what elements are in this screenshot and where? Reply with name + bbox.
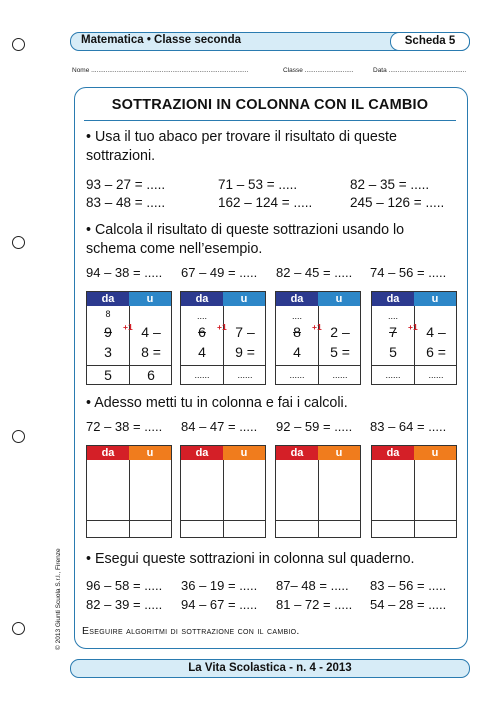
header-u: u (414, 446, 456, 460)
result-units: ...... (237, 370, 253, 380)
new-tens: .... (387, 311, 398, 321)
section3-instruction: • Adesso metti tu in colonna e fai i calcoli. (86, 395, 348, 411)
header-da: da (276, 446, 318, 460)
tens-mid: 5 (389, 344, 397, 360)
punch-hole (12, 622, 25, 635)
subject-label: Matematica • Classe seconda (81, 34, 241, 46)
punch-hole (12, 430, 25, 443)
crossed-tens: 8 (293, 324, 301, 340)
header-u: u (129, 292, 171, 306)
operation: 67 – 49 = ..... (181, 265, 258, 280)
empty-column-grid (275, 445, 361, 538)
section1-instruction: • Usa il tuo abaco per trovare il risultato di queste sottrazioni. (86, 129, 397, 164)
operation: 82 – 45 = ..... (276, 265, 353, 280)
date-field: Data ........................................... (373, 67, 467, 74)
result-tens: 5 (104, 367, 112, 383)
operation: 82 – 35 = ..... (350, 177, 430, 192)
operation: 36 – 19 = ..... (181, 578, 258, 593)
operation: 92 – 59 = ..... (276, 419, 353, 434)
column-grid (275, 291, 361, 385)
header-u: u (223, 446, 265, 460)
learning-objective: Eseguire algoritmi di sottrazione con il cambio. (82, 625, 300, 637)
units-mid: 9 = (235, 344, 255, 360)
units-top: 4 – (141, 324, 161, 340)
operation: 84 – 47 = ..... (181, 419, 258, 434)
column-grid (180, 291, 266, 385)
operation: 162 – 124 = ..... (218, 195, 313, 210)
empty-column-grid (371, 445, 457, 538)
result-units: 6 (147, 367, 155, 383)
operation: 96 – 58 = ..... (86, 578, 163, 593)
header-u: u (318, 446, 360, 460)
header-da: da (87, 446, 129, 460)
operation: 54 – 28 = ..... (370, 597, 447, 612)
operation: 74 – 56 = ..... (370, 265, 447, 280)
footer-bar: La Vita Scolastica - n. 4 - 2013 (70, 659, 470, 678)
header-da: da (181, 292, 223, 306)
result-units: ...... (332, 370, 348, 380)
operation: 83 – 48 = ..... (86, 195, 166, 210)
header-da: da (87, 292, 129, 306)
empty-column-grid (180, 445, 266, 538)
header-da: da (372, 292, 414, 306)
new-tens: .... (196, 311, 207, 321)
crossed-tens: 6 (198, 324, 206, 340)
header-u: u (223, 292, 265, 306)
header-u: u (318, 292, 360, 306)
operation: 82 – 39 = ..... (86, 597, 163, 612)
header-da: da (276, 292, 318, 306)
header-da: da (372, 446, 414, 460)
operation: 72 – 38 = ..... (86, 419, 163, 434)
punch-hole (12, 236, 25, 249)
units-mid: 6 = (426, 344, 446, 360)
copyright-note: © 2013 Giunti Scuola S.r.l., Firenze (55, 548, 62, 650)
operation: 94 – 38 = ..... (86, 265, 163, 280)
header-u: u (414, 292, 456, 306)
sheet-label: Scheda 5 (390, 32, 470, 51)
class-field: Classe ........................... (283, 67, 354, 74)
name-field: Nome ....................................................................................... (72, 67, 249, 74)
result-tens: ...... (194, 370, 210, 380)
section2-instruction: • Calcola il risultato di queste sottrazioni usando lo schema come nell’esempio. (86, 222, 405, 257)
tens-mid: 4 (198, 344, 206, 360)
column-grid (371, 291, 457, 385)
result-tens: ...... (385, 370, 401, 380)
operation: 83 – 64 = ..... (370, 419, 447, 434)
operation: 93 – 27 = ..... (86, 177, 166, 192)
units-top: 2 – (330, 324, 350, 340)
units-top: 7 – (235, 324, 255, 340)
header-u: u (129, 446, 171, 460)
new-tens: 8 (105, 309, 111, 319)
header-da: da (181, 446, 223, 460)
carry-mark: +1 (123, 322, 133, 332)
new-tens: .... (291, 311, 302, 321)
carry-mark: +1 (312, 322, 322, 332)
units-mid: 8 = (141, 344, 161, 360)
operation: 71 – 53 = ..... (218, 177, 298, 192)
units-mid: 5 = (330, 344, 350, 360)
title-divider (84, 120, 456, 121)
operation: 87– 48 = ..... (276, 578, 349, 593)
crossed-tens: 7 (389, 324, 397, 340)
operation: 94 – 67 = ..... (181, 597, 258, 612)
punch-hole (12, 38, 25, 51)
header-bar (70, 32, 470, 51)
crossed-tens: 9 (104, 324, 112, 340)
carry-mark: +1 (217, 322, 227, 332)
section4-instruction: • Esegui queste sottrazioni in colonna sul quaderno. (86, 551, 415, 567)
operation: 81 – 72 = ..... (276, 597, 353, 612)
result-units: ...... (428, 370, 444, 380)
column-grid-example (86, 291, 172, 385)
result-tens: ...... (289, 370, 305, 380)
page-title: SOTTRAZIONI IN COLONNA CON IL CAMBIO (111, 97, 429, 113)
carry-mark: +1 (408, 322, 418, 332)
empty-column-grid (86, 445, 172, 538)
operation: 83 – 56 = ..... (370, 578, 447, 593)
operation: 245 – 126 = ..... (350, 195, 445, 210)
tens-mid: 4 (293, 344, 301, 360)
tens-mid: 3 (104, 344, 112, 360)
units-top: 4 – (426, 324, 446, 340)
